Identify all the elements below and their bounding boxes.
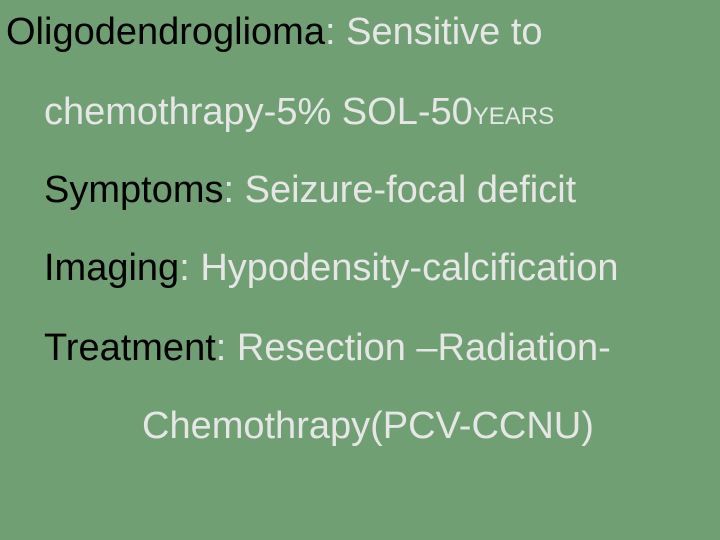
desc-sensitive: Sensitive to	[335, 11, 543, 53]
line-imaging	[44, 246, 619, 290]
desc-symptoms: Seizure-focal deficit	[234, 169, 577, 211]
line-chemotherapy-regimen	[142, 404, 594, 448]
term-imaging: Imaging	[44, 247, 180, 289]
colon: :	[324, 11, 336, 53]
colon: :	[215, 327, 227, 369]
line-treatment	[44, 326, 611, 370]
line-chemotherapy	[44, 90, 554, 139]
term-treatment: Treatment	[44, 327, 216, 369]
desc-years: YEARS	[472, 103, 555, 130]
desc-treatment: Resection –Radiation-	[226, 327, 611, 369]
term-oligodendroglioma: Oligodendroglioma	[6, 11, 325, 53]
colon: :	[179, 247, 190, 289]
desc-imaging: Hypodensity-calcification	[189, 247, 619, 289]
desc-chemotherapy: chemothrapy-5% SOL-50	[44, 91, 473, 133]
colon: :	[223, 169, 235, 211]
line-oligodendroglioma	[6, 10, 543, 54]
line-symptoms	[44, 168, 576, 212]
term-symptoms: Symptoms	[44, 169, 224, 211]
desc-regimen: Chemothrapy(PCV-CCNU)	[142, 405, 594, 447]
